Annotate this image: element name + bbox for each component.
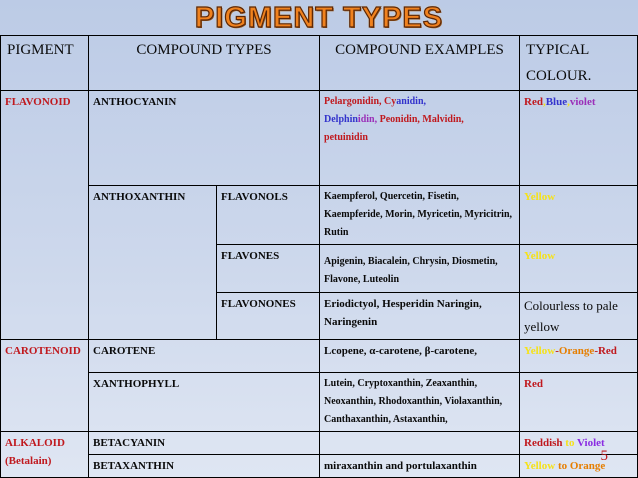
colour-xanthophyll: Red — [520, 373, 638, 432]
colour-word: Violet — [577, 437, 605, 449]
colour-anthocyanin — [520, 91, 638, 186]
slide-title: PIGMENT TYPES — [194, 2, 444, 34]
colour-word: Red — [597, 345, 617, 357]
header-compound-examples: COMPOUND EXAMPLES — [320, 36, 520, 91]
examples-xanthophyll: Lutein, Cryptoxanthin, Zeaxanthin, Neoxanthin, Rhodoxanthin, Violaxanthin, Canthaxanthin, Astaxanthin, — [320, 373, 520, 432]
colour-flavonols: Yellow — [520, 186, 638, 245]
example-text: idin, — [357, 114, 378, 125]
colour-connector: to — [555, 460, 570, 472]
compound-type-carotene: CAROTENE — [89, 340, 320, 373]
header-compound-types: COMPOUND TYPES — [89, 36, 320, 91]
table-row — [1, 186, 638, 245]
subtype-flavonols: FLAVONOLS — [217, 186, 320, 245]
example-text: Peonidin, Malvidin, — [379, 114, 464, 125]
examples-flavones: Apigenin, Biacalein, Chrysin, Diosmetin, Flavone, Luteolin — [320, 245, 520, 293]
colour-word: Red — [524, 96, 543, 108]
colour-word: Orange — [569, 460, 606, 472]
pigment-alkaloid: ALKALOID (Betalain) — [1, 432, 89, 478]
pigment-flavonoid: FLAVONOID — [1, 91, 89, 340]
colour-separator: , — [567, 96, 570, 108]
examples-betacyanin — [320, 432, 520, 455]
compound-type-betaxanthin: BETAXANTHIN — [89, 455, 320, 478]
colour-separator: , — [542, 96, 546, 108]
compound-type-anthocyanin: ANTHOCYANIN — [89, 91, 320, 186]
examples-carotene: Lcopene, α-carotene, β-carotene, — [320, 340, 520, 373]
colour-separator: - — [594, 345, 598, 357]
subtype-flavones: FLAVONES — [217, 245, 320, 293]
colour-flavonones: Colourless to pale yellow — [520, 293, 638, 340]
pigment-carotenoid: CAROTENOID — [1, 340, 89, 432]
example-text: petuinidin — [324, 132, 368, 143]
examples-betaxanthin: miraxanthin and portulaxanthin — [320, 455, 520, 478]
example-text: Cy — [384, 96, 397, 107]
compound-type-xanthophyll: XANTHOPHYLL — [89, 373, 320, 432]
example-text: Delphin — [324, 114, 358, 125]
example-text: anidin, — [396, 96, 427, 107]
table-row — [1, 373, 638, 432]
colour-flavones: Yellow — [520, 245, 638, 293]
header-typical-colour: TYPICAL COLOUR. — [520, 36, 638, 91]
compound-type-betacyanin: BETACYANIN — [89, 432, 320, 455]
colour-word: Yellow — [524, 460, 556, 472]
table-row — [1, 455, 638, 478]
subtype-flavonones: FLAVONONES — [217, 293, 320, 340]
colour-word: Blue — [545, 96, 568, 108]
example-text: Pelargonidin, — [324, 96, 382, 107]
examples-anthocyanin — [320, 91, 520, 186]
examples-flavonones: Eriodictyol, Hesperidin Naringin, Naringenin — [320, 293, 520, 340]
page-number: 5 — [600, 448, 608, 464]
colour-betaxanthin — [520, 455, 638, 478]
colour-word: Yellow — [524, 345, 556, 357]
table-row — [1, 91, 638, 186]
table-row — [1, 432, 638, 455]
pigment-table — [0, 35, 638, 478]
colour-word: Orange — [558, 345, 595, 357]
compound-type-anthoxanthin: ANTHOXANTHIN — [89, 186, 217, 340]
table-header-row — [1, 36, 638, 91]
header-pigment: PIGMENT — [1, 36, 89, 91]
colour-betacyanin — [520, 432, 638, 455]
colour-word: violet — [569, 96, 596, 108]
colour-carotene — [520, 340, 638, 373]
table-row — [1, 340, 638, 373]
colour-separator: - — [555, 345, 559, 357]
colour-connector: to — [562, 437, 578, 449]
examples-flavonols: Kaempferol, Quercetin, Fisetin, Kaempferide, Morin, Myricetin, Myricitrin, Rutin — [320, 186, 520, 245]
colour-word: Reddish — [524, 437, 563, 449]
